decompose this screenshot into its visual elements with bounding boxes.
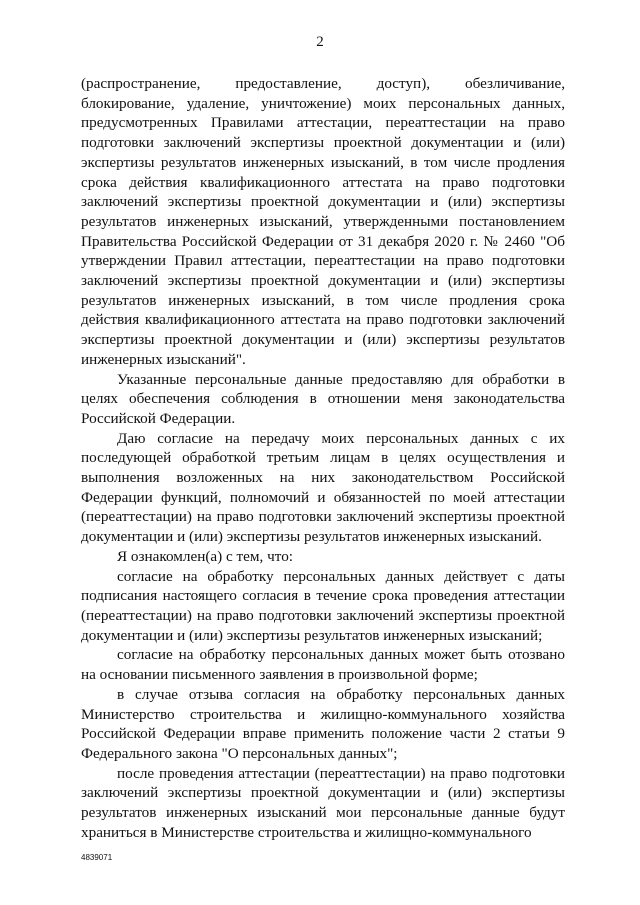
paragraph-purpose: Указанные персональные данные предоставляю для обработки в целях обеспечения соблюдения в отношении меня законодательства Российской Федерации. [81,370,565,427]
page-number: 2 [316,34,324,50]
document-id: 4839071 [81,853,113,862]
paragraph-third-party-transfer: Даю согласие на передачу моих персональных данных с их последующей обработкой третьим лицам в целях осуществления и выполнения возложенных на них законодательством Российской Федерации функций, полномочий и обязанностей по моей аттестации (переаттестации) на право подготовки заключений экспертизы проектной документации и (или) экспертизы результатов инженерных изысканий. [81,429,565,546]
paragraph-acknowledgement: Я ознакомлен(а) с тем, что: [117,547,294,565]
paragraph-revocation: согласие на обработку персональных данных может быть отозвано на основании письменного заявления в произвольной форме; [81,646,565,684]
paragraph-revocation-consequence: в случае отзыва согласия на обработку персональных данных Министерство строительства и жилищно-коммунального хозяйства Российской Федерации вправе применить положение части 2 статьи 9 Федерального закона "О персональных данных"; [81,685,565,762]
paragraph-consent-scope: (распространение, предоставление, доступ), обезличивание, блокирование, удаление, уничтожение) моих персональных данных, предусмотренных Правилами аттестации, переаттестации на право подготовки заключений экспертизы проектной документации и (или) экспертизы результатов инженерных изысканий, в том числе продления срока действия квалификационного аттестата на право подготовки заключений экспертизы проектной документации и (или) экспертизы результатов инженерных изысканий, утвержденными постановлением Правительства Российской Федерации от 31 декабря 2020 г. № 2460 "Об утверждении Правил аттестации, переаттестации на право подготовки заключений экспертизы проектной документации и (или) экспертизы результатов инженерных изысканий, в том числе продления срока действия квалификационного аттестата на право подготовки заключений экспертизы проектной документации и (или) экспертизы результатов инженерных изысканий". [81,75,565,368]
paragraph-data-storage: после проведения аттестации (переаттестации) на право подготовки заключений экспертизы проектной документации и (или) экспертизы результатов инженерных изысканий мои персональные данные будут храниться в Министерстве строительства и жилищно-коммунального [81,764,565,841]
paragraph-validity-term: согласие на обработку персональных данных действует с даты подписания настоящего согласия в течение срока проведения аттестации (переаттестации) на право подготовки заключений экспертизы проектной документации и (или) экспертизы результатов инженерных изысканий; [81,567,565,644]
document-body [81,74,565,842]
